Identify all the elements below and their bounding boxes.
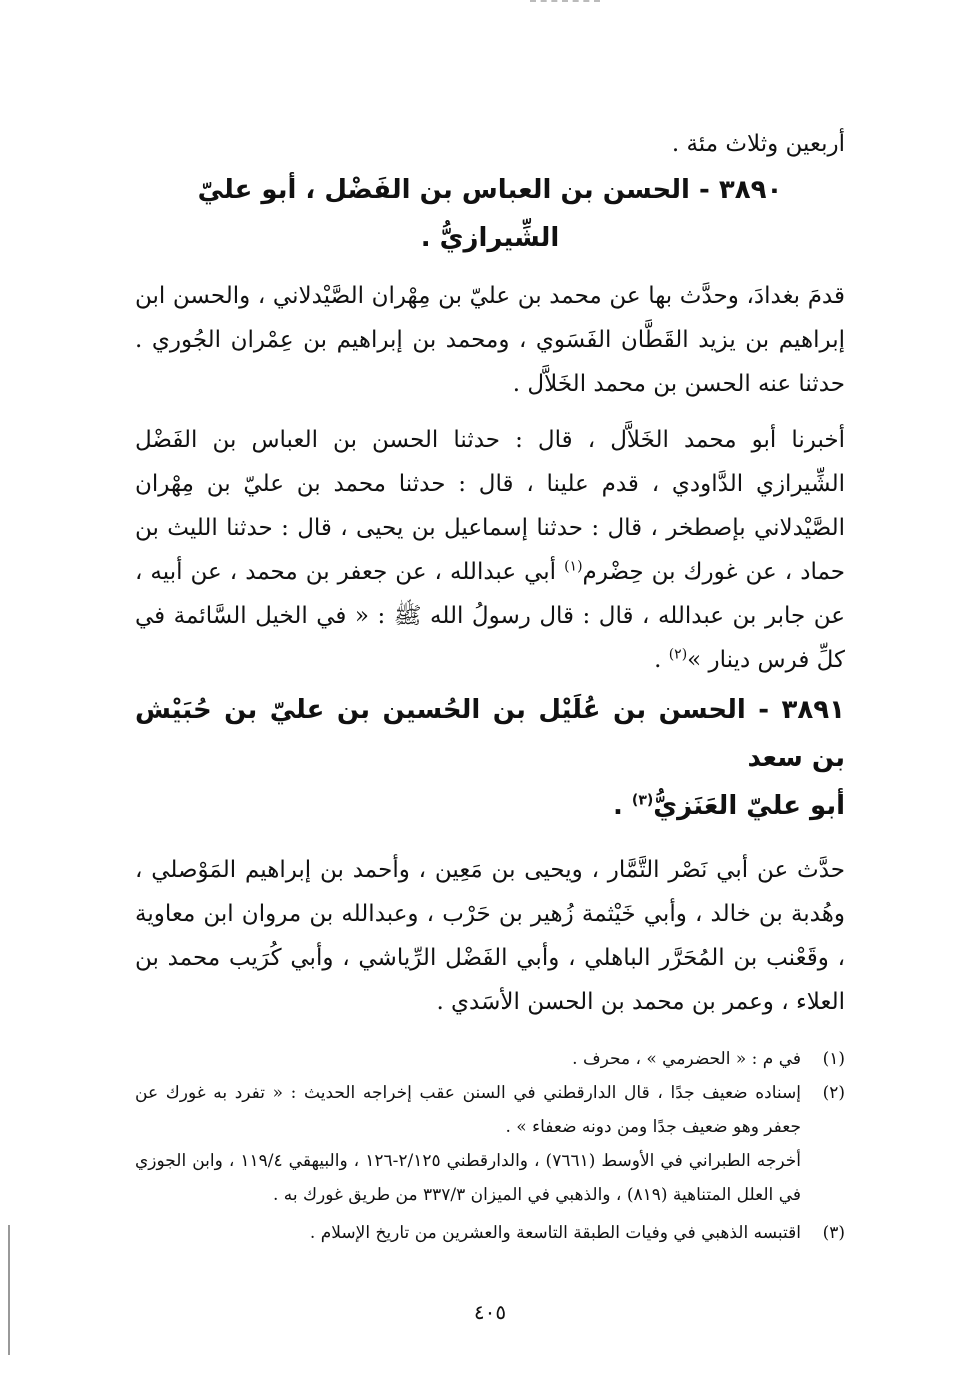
continuation-line: أربعين وثلاث مئة .: [671, 131, 845, 157]
footnote-2-number: (٢): [822, 1083, 845, 1103]
document-page: [135, 122, 845, 1250]
entry-3890-paragraph-2-text-b: أبي عبدالله ، عن جعفر بن محمد ، عن أبيه ، عن جابر بن عبدالله ، قال : قال رسولُ الله ﷺ : « في الخيل السَّائمة في كلِّ فرس دينار »: [135, 559, 845, 673]
page-number: ٤٠٥: [473, 1300, 507, 1324]
entry-3890-paragraph-2-text-a: أخبرنا أبو محمد الخَلاَّل ، قال : حدثنا الحسن بن العباس بن الفَضْل الشِّيرازي الدَّاودي ، قدم علينا ، قال : حدثنا محمد بن عليّ بن مِهْران الصَّيْدلاني بإصطخر ، قال : حدثنا إسماعيل بن يحيى ، قال : حدثنا الليث بن حماد ، عن غورك بن حِضْرم: [135, 427, 845, 585]
footnote-2: [135, 1076, 845, 1144]
footnote-1-number: (١): [822, 1049, 845, 1069]
footnote-3-text: اقتبسه الذهبي في وفيات الطبقة التاسعة والعشرين من تاريخ الإسلام .: [309, 1223, 801, 1243]
entry-heading-3891-line-1: ٣٨٩١ - الحسن بن عُلَيْل بن الحُسين بن عليّ بن حُبَيْش بن سعد: [135, 695, 845, 773]
entry-heading-3891-end: .: [612, 791, 632, 821]
entry-3890-paragraph-2-text-c: .: [654, 647, 669, 673]
entry-heading-3891-line-2: [135, 782, 845, 830]
footnote-3: [135, 1216, 845, 1250]
footnotes-section: [135, 1042, 845, 1250]
footnote-3-number: (٣): [822, 1223, 845, 1243]
entry-heading-3891-line-2-text: أبو عليّ العَنَزيُّ: [653, 791, 845, 821]
footnote-ref-2[interactable]: (٢): [668, 646, 688, 663]
entry-heading-3890: ٣٨٩٠ - الحسن بن العباس بن الفَضْل ، أبو عليّ الشِّيرازيُّ .: [197, 175, 783, 253]
entry-3891-paragraph-1: حدَّث عن أبي نَصْر التَّمَّار ، ويحيى بن مَعِين ، وأحمد بن إبراهيم المَوْصلي ، وهُدبة بن خالد ، وأبي خَيْثمة زُهير بن حَرْب ، وعبدالله بن مروان ابن معاوية ، وقَعْنب بن المُحَرَّر الباهلي ، وأبي الفَضْل الرِّياشي ، وأبي كُرَيب محمد بن العلاء ، وعمر بن محمد بن الحسن الأسَدي .: [135, 857, 845, 1015]
entry-3890-paragraph-1: قدمَ بغدادَ، وحدَّث بها عن محمد بن عليّ بن مِهْران الصَّيْدلاني ، والحسن ابن إبراهيم بن يزيد القَطَّان الفَسَوي ، ومحمد بن إبراهيم بن عِمْران الجُوري . حدثنا عنه الحسن بن محمد الخَلاَّل .: [135, 283, 845, 397]
entry-3890-paragraph-2: [135, 418, 845, 682]
scan-edge-line: [8, 1225, 10, 1355]
footnote-1-text: في م : « الحضرمي » ، محرف .: [572, 1049, 801, 1069]
footnote-ref-1[interactable]: (١): [564, 558, 583, 575]
footnote-2-text: إسناده ضعيف جدًا ، قال الدارقطني في السنن عقب إخراجه الحديث : « تفرد به غورك عن جعفر وهو ضعيف جدًا ومن دونه ضعفاء » .: [135, 1083, 801, 1137]
footnote-ref-3[interactable]: (٣): [631, 792, 654, 809]
scan-artifact-mark: [530, 0, 600, 12]
footnote-2-continuation: أخرجه الطبراني في الأوسط (٧٦٦١) ، والدارقطني ٢/١٢٥-١٢٦ ، والبيهقي ١١٩/٤ ، وابن الجوزي في العلل المتناهية (٨١٩) ، والذهبي في الميزان ٣٣٧/٣ من طريق غورك به .: [135, 1151, 801, 1205]
footnote-1: [135, 1042, 845, 1076]
